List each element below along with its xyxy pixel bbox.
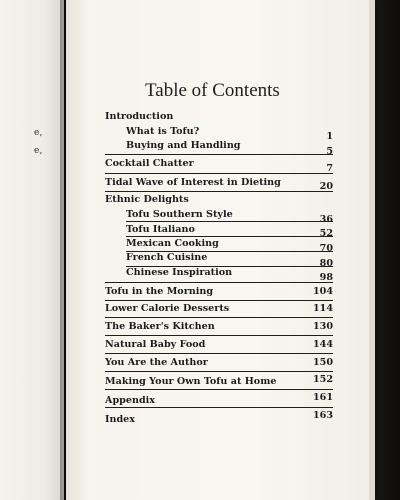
toc-entry-label: What is Tofu? [126,126,200,137]
toc-divider [105,173,333,174]
toc-page-number: 130 [312,321,333,332]
toc-section-heading: Ethnic Delights [105,194,189,205]
page-edge [369,0,375,500]
toc-page-number: 161 [312,392,333,403]
toc-divider [105,154,333,155]
toc-divider [105,407,333,408]
toc-page-number: 104 [312,286,333,297]
toc-divider [105,335,333,336]
toc-entry-label: Natural Baby Food [105,339,206,350]
toc-page-number: 1 [326,131,333,142]
toc-entry-label: Appendix [105,395,156,406]
toc-page-number: 5 [326,146,333,157]
toc-page-number: 7 [326,163,333,174]
toc-entry-label: Tofu Italiano [126,224,195,235]
toc-entry-label: The Baker's Kitchen [105,321,215,332]
toc-entry-label: Mexican Cooking [126,238,219,249]
toc-page-number: 144 [312,339,333,350]
toc-entry-label: Tidal Wave of Interest in Dieting [105,177,281,188]
toc-divider [105,317,333,318]
toc-entry-label: Cocktail Chatter [105,158,194,169]
toc-page-number: 80 [319,258,333,269]
toc-entry-label: Tofu in the Morning [105,286,214,297]
toc-divider [105,300,333,301]
toc-entry-label: Lower Calorie Desserts [105,303,230,314]
toc-page-number: 70 [319,243,333,254]
toc-page-number: 98 [319,272,333,283]
toc-entry-label: Buying and Handling [126,140,241,151]
page-title: Table of Contents [145,80,280,101]
toc-page-number: 52 [319,228,333,239]
left-page-text-fragment: e, [34,146,43,156]
toc-entry-label: French Cuisine [126,252,208,263]
left-page [0,0,64,500]
toc-page-number: 36 [319,214,333,225]
toc-divider [105,191,333,192]
toc-page-number: 114 [312,303,333,314]
toc-page-number: 152 [312,374,333,385]
toc-entry-label: Index [105,414,135,425]
toc-page-number: 163 [312,410,333,421]
toc-entry-label: Chinese Inspiration [126,267,233,278]
toc-entry-label: You Are the Author [105,357,208,368]
toc-divider [105,282,333,283]
toc-page-number: 20 [319,181,333,192]
toc-divider [105,353,333,354]
toc-page-number: 150 [312,357,333,368]
toc-divider [105,389,333,390]
toc-entry-label: Tofu Southern Style [126,209,233,220]
toc-divider [105,371,333,372]
left-page-text-fragment: e, [34,128,43,138]
toc-section-heading: Introduction [105,111,174,122]
toc-entry-label: Making Your Own Tofu at Home [105,376,277,387]
toc-divider [126,221,333,222]
